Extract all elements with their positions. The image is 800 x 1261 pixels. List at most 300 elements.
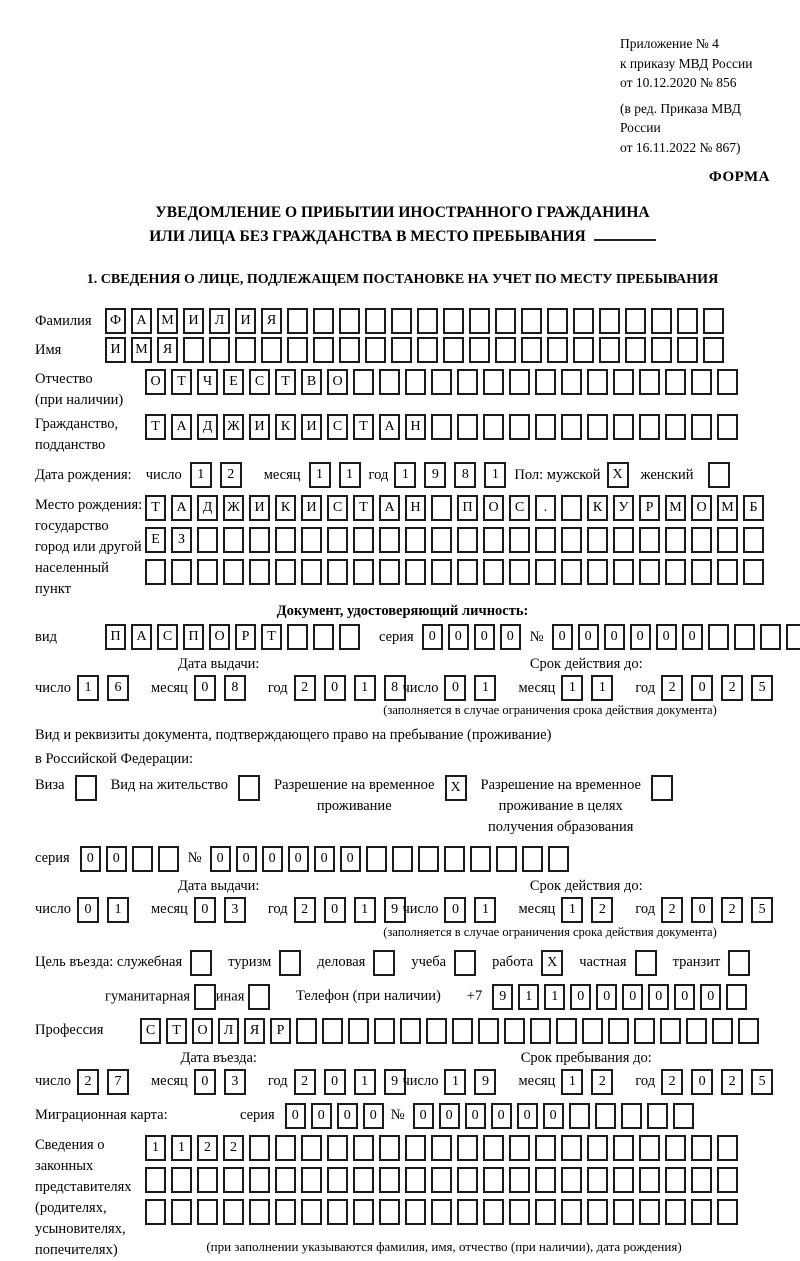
char-cell[interactable]: 0 [236,846,257,872]
char-cell[interactable] [431,369,452,395]
char-cell[interactable] [483,414,504,440]
char-cell[interactable] [171,1167,192,1193]
char-cell[interactable] [587,1135,608,1161]
char-cell[interactable] [743,559,764,585]
char-cell[interactable] [223,1167,244,1193]
char-cell[interactable] [431,414,452,440]
char-cell[interactable]: 0 [691,897,713,923]
char-cell[interactable] [509,1199,530,1225]
char-cell[interactable] [717,414,738,440]
char-cell[interactable] [353,527,374,553]
char-cell[interactable]: 2 [721,1069,743,1095]
char-cell[interactable] [561,1199,582,1225]
char-cell[interactable]: 1 [354,675,376,701]
char-cell[interactable]: Е [223,369,244,395]
char-cell[interactable] [457,1199,478,1225]
char-cell[interactable] [313,624,334,650]
char-cell[interactable]: С [509,495,530,521]
char-cell[interactable] [625,308,646,334]
char-cell[interactable] [651,337,672,363]
char-cell[interactable]: Ж [223,495,244,521]
char-cell[interactable] [296,1018,317,1044]
char-cell[interactable] [556,1018,577,1044]
char-cell[interactable] [613,1135,634,1161]
char-cell[interactable]: А [379,414,400,440]
purpose-study-checkbox[interactable] [454,950,476,976]
char-cell[interactable]: 0 [448,624,469,650]
char-cell[interactable] [647,1103,668,1129]
char-cell[interactable] [261,337,282,363]
char-cell[interactable]: 9 [492,984,513,1010]
char-cell[interactable] [613,369,634,395]
char-cell[interactable]: 2 [591,897,613,923]
char-cell[interactable] [673,1103,694,1129]
char-cell[interactable] [348,1018,369,1044]
char-cell[interactable]: 2 [661,1069,683,1095]
char-cell[interactable]: Т [261,624,282,650]
purpose-official-checkbox[interactable] [190,950,212,976]
char-cell[interactable]: М [157,308,178,334]
char-cell[interactable] [535,369,556,395]
char-cell[interactable]: 0 [340,846,361,872]
char-cell[interactable] [301,527,322,553]
char-cell[interactable] [327,1135,348,1161]
char-cell[interactable]: 0 [324,897,346,923]
char-cell[interactable]: 1 [444,1069,466,1095]
char-cell[interactable]: 0 [700,984,721,1010]
char-cell[interactable] [561,369,582,395]
char-cell[interactable]: Л [209,308,230,334]
char-cell[interactable]: З [171,527,192,553]
char-cell[interactable] [569,1103,590,1129]
char-cell[interactable]: Д [197,495,218,521]
char-cell[interactable]: О [209,624,230,650]
char-cell[interactable] [595,1103,616,1129]
char-cell[interactable] [301,559,322,585]
residence-permit-checkbox[interactable] [238,775,260,801]
char-cell[interactable] [573,308,594,334]
char-cell[interactable] [665,559,686,585]
char-cell[interactable] [561,559,582,585]
char-cell[interactable]: 0 [465,1103,486,1129]
char-cell[interactable] [249,559,270,585]
char-cell[interactable]: 0 [422,624,443,650]
char-cell[interactable]: А [171,414,192,440]
char-cell[interactable]: 2 [661,897,683,923]
char-cell[interactable] [379,1167,400,1193]
char-cell[interactable]: И [249,414,270,440]
char-cell[interactable] [621,1103,642,1129]
purpose-private-checkbox[interactable] [635,950,657,976]
char-cell[interactable] [691,369,712,395]
char-cell[interactable]: А [131,308,152,334]
purpose-other-checkbox[interactable] [248,984,270,1010]
char-cell[interactable] [548,846,569,872]
char-cell[interactable]: И [235,308,256,334]
char-cell[interactable]: 1 [190,462,212,488]
char-cell[interactable] [521,337,542,363]
char-cell[interactable]: К [275,495,296,521]
char-cell[interactable]: 2 [294,675,316,701]
char-cell[interactable]: 0 [314,846,335,872]
char-cell[interactable] [171,1199,192,1225]
char-cell[interactable] [547,337,568,363]
char-cell[interactable] [561,527,582,553]
char-cell[interactable]: В [301,369,322,395]
char-cell[interactable] [483,559,504,585]
char-cell[interactable]: 1 [484,462,506,488]
char-cell[interactable] [535,527,556,553]
char-cell[interactable]: 0 [210,846,231,872]
char-cell[interactable]: 2 [77,1069,99,1095]
char-cell[interactable]: 3 [224,897,246,923]
char-cell[interactable]: К [587,495,608,521]
char-cell[interactable] [249,1199,270,1225]
char-cell[interactable]: 0 [77,897,99,923]
char-cell[interactable] [275,1167,296,1193]
char-cell[interactable]: 0 [288,846,309,872]
char-cell[interactable] [469,308,490,334]
char-cell[interactable]: 0 [444,897,466,923]
char-cell[interactable] [249,1167,270,1193]
char-cell[interactable] [417,337,438,363]
char-cell[interactable] [561,495,582,521]
char-cell[interactable]: П [457,495,478,521]
char-cell[interactable] [495,308,516,334]
char-cell[interactable] [365,337,386,363]
char-cell[interactable]: 0 [285,1103,306,1129]
char-cell[interactable] [197,1199,218,1225]
char-cell[interactable]: 0 [691,675,713,701]
char-cell[interactable] [677,337,698,363]
char-cell[interactable] [379,369,400,395]
visa-checkbox[interactable] [75,775,97,801]
char-cell[interactable]: И [301,495,322,521]
char-cell[interactable] [431,1135,452,1161]
char-cell[interactable]: 0 [674,984,695,1010]
char-cell[interactable]: И [301,414,322,440]
char-cell[interactable] [379,559,400,585]
char-cell[interactable] [587,1167,608,1193]
char-cell[interactable]: 1 [544,984,565,1010]
char-cell[interactable] [431,495,452,521]
char-cell[interactable] [613,1199,634,1225]
char-cell[interactable] [426,1018,447,1044]
char-cell[interactable]: И [249,495,270,521]
char-cell[interactable] [483,1167,504,1193]
char-cell[interactable] [665,1199,686,1225]
char-cell[interactable] [405,1199,426,1225]
char-cell[interactable] [443,337,464,363]
char-cell[interactable] [249,527,270,553]
char-cell[interactable]: 0 [413,1103,434,1129]
char-cell[interactable] [457,527,478,553]
char-cell[interactable] [197,559,218,585]
char-cell[interactable] [327,559,348,585]
char-cell[interactable]: Т [145,495,166,521]
char-cell[interactable]: 1 [145,1135,166,1161]
char-cell[interactable] [703,308,724,334]
char-cell[interactable] [712,1018,733,1044]
char-cell[interactable] [639,1135,660,1161]
char-cell[interactable] [405,369,426,395]
char-cell[interactable]: С [140,1018,161,1044]
char-cell[interactable]: М [131,337,152,363]
char-cell[interactable] [786,624,800,650]
char-cell[interactable] [339,337,360,363]
char-cell[interactable] [457,369,478,395]
char-cell[interactable] [509,1135,530,1161]
char-cell[interactable]: Д [197,414,218,440]
char-cell[interactable] [691,559,712,585]
char-cell[interactable]: 1 [591,675,613,701]
char-cell[interactable] [470,846,491,872]
char-cell[interactable]: Т [171,369,192,395]
char-cell[interactable] [708,624,729,650]
char-cell[interactable]: 1 [561,675,583,701]
char-cell[interactable] [391,337,412,363]
char-cell[interactable]: 5 [751,1069,773,1095]
char-cell[interactable] [391,308,412,334]
char-cell[interactable] [496,846,517,872]
char-cell[interactable] [235,337,256,363]
char-cell[interactable] [457,1167,478,1193]
char-cell[interactable] [457,414,478,440]
char-cell[interactable] [457,559,478,585]
char-cell[interactable]: Н [405,495,426,521]
char-cell[interactable] [703,337,724,363]
char-cell[interactable] [478,1018,499,1044]
female-checkbox[interactable] [708,462,730,488]
purpose-humanitarian-checkbox[interactable] [194,984,216,1010]
char-cell[interactable] [717,1199,738,1225]
char-cell[interactable] [587,369,608,395]
char-cell[interactable] [145,1167,166,1193]
char-cell[interactable] [275,527,296,553]
char-cell[interactable]: 0 [682,624,703,650]
char-cell[interactable]: 9 [384,1069,406,1095]
char-cell[interactable] [353,559,374,585]
char-cell[interactable]: 1 [77,675,99,701]
char-cell[interactable] [677,308,698,334]
char-cell[interactable]: К [275,414,296,440]
temp-residence-checkbox[interactable]: X [445,775,467,801]
char-cell[interactable]: 3 [224,1069,246,1095]
char-cell[interactable] [634,1018,655,1044]
char-cell[interactable] [639,1199,660,1225]
char-cell[interactable] [483,527,504,553]
char-cell[interactable]: 1 [474,675,496,701]
char-cell[interactable] [535,559,556,585]
char-cell[interactable] [686,1018,707,1044]
char-cell[interactable]: 1 [171,1135,192,1161]
char-cell[interactable]: 0 [648,984,669,1010]
char-cell[interactable] [599,308,620,334]
char-cell[interactable]: Р [235,624,256,650]
char-cell[interactable] [405,559,426,585]
char-cell[interactable] [717,1167,738,1193]
char-cell[interactable]: 0 [578,624,599,650]
char-cell[interactable]: О [691,495,712,521]
char-cell[interactable]: 9 [384,897,406,923]
char-cell[interactable] [691,1199,712,1225]
char-cell[interactable]: 1 [354,897,376,923]
char-cell[interactable]: Т [353,414,374,440]
char-cell[interactable] [717,527,738,553]
char-cell[interactable]: 2 [197,1135,218,1161]
char-cell[interactable] [691,414,712,440]
char-cell[interactable] [639,559,660,585]
male-checkbox[interactable]: X [607,462,629,488]
char-cell[interactable] [223,1199,244,1225]
char-cell[interactable] [287,624,308,650]
char-cell[interactable]: О [145,369,166,395]
char-cell[interactable] [322,1018,343,1044]
char-cell[interactable]: 0 [552,624,573,650]
char-cell[interactable]: Т [166,1018,187,1044]
char-cell[interactable] [587,1199,608,1225]
char-cell[interactable] [509,559,530,585]
char-cell[interactable] [509,414,530,440]
char-cell[interactable] [353,369,374,395]
char-cell[interactable] [145,1199,166,1225]
char-cell[interactable] [405,1167,426,1193]
char-cell[interactable]: Р [639,495,660,521]
char-cell[interactable]: 0 [691,1069,713,1095]
char-cell[interactable]: С [327,414,348,440]
char-cell[interactable] [374,1018,395,1044]
char-cell[interactable] [535,1135,556,1161]
char-cell[interactable] [132,846,153,872]
char-cell[interactable] [327,1167,348,1193]
char-cell[interactable] [183,337,204,363]
char-cell[interactable]: 1 [394,462,416,488]
char-cell[interactable] [717,1135,738,1161]
char-cell[interactable] [444,846,465,872]
char-cell[interactable] [301,1135,322,1161]
char-cell[interactable] [613,527,634,553]
char-cell[interactable] [469,337,490,363]
char-cell[interactable] [660,1018,681,1044]
char-cell[interactable]: П [183,624,204,650]
char-cell[interactable]: . [535,495,556,521]
purpose-business-checkbox[interactable] [373,950,395,976]
char-cell[interactable] [171,559,192,585]
char-cell[interactable]: 8 [384,675,406,701]
char-cell[interactable] [223,527,244,553]
char-cell[interactable] [457,1135,478,1161]
char-cell[interactable]: И [105,337,126,363]
char-cell[interactable]: П [105,624,126,650]
char-cell[interactable] [651,308,672,334]
char-cell[interactable]: 0 [311,1103,332,1129]
char-cell[interactable] [209,337,230,363]
char-cell[interactable] [521,308,542,334]
char-cell[interactable]: 0 [324,675,346,701]
char-cell[interactable]: Т [275,369,296,395]
char-cell[interactable] [530,1018,551,1044]
char-cell[interactable]: Р [270,1018,291,1044]
char-cell[interactable] [158,846,179,872]
char-cell[interactable] [405,1135,426,1161]
char-cell[interactable] [301,1199,322,1225]
char-cell[interactable]: 0 [474,624,495,650]
char-cell[interactable] [452,1018,473,1044]
char-cell[interactable] [418,846,439,872]
char-cell[interactable]: Л [218,1018,239,1044]
purpose-tourism-checkbox[interactable] [279,950,301,976]
char-cell[interactable]: 8 [454,462,476,488]
char-cell[interactable]: 9 [424,462,446,488]
char-cell[interactable]: 0 [596,984,617,1010]
char-cell[interactable]: А [379,495,400,521]
char-cell[interactable]: 0 [543,1103,564,1129]
char-cell[interactable] [691,1135,712,1161]
char-cell[interactable]: О [192,1018,213,1044]
char-cell[interactable] [665,1135,686,1161]
char-cell[interactable]: 1 [107,897,129,923]
char-cell[interactable] [717,559,738,585]
char-cell[interactable]: 0 [570,984,591,1010]
char-cell[interactable] [353,1135,374,1161]
char-cell[interactable]: Е [145,527,166,553]
char-cell[interactable] [587,527,608,553]
char-cell[interactable] [587,559,608,585]
char-cell[interactable]: 1 [561,897,583,923]
char-cell[interactable] [197,527,218,553]
char-cell[interactable] [249,1135,270,1161]
char-cell[interactable] [639,369,660,395]
char-cell[interactable] [339,624,360,650]
char-cell[interactable]: Ч [197,369,218,395]
char-cell[interactable]: 0 [262,846,283,872]
char-cell[interactable]: 2 [223,1135,244,1161]
char-cell[interactable]: 0 [622,984,643,1010]
char-cell[interactable]: 2 [591,1069,613,1095]
char-cell[interactable] [625,337,646,363]
char-cell[interactable]: 2 [721,897,743,923]
char-cell[interactable] [313,308,334,334]
char-cell[interactable] [639,414,660,440]
char-cell[interactable]: 0 [194,675,216,701]
char-cell[interactable] [313,337,334,363]
char-cell[interactable]: 2 [294,897,316,923]
char-cell[interactable]: 0 [630,624,651,650]
char-cell[interactable]: Т [145,414,166,440]
char-cell[interactable] [483,1199,504,1225]
char-cell[interactable]: 0 [656,624,677,650]
char-cell[interactable] [223,559,244,585]
char-cell[interactable]: 2 [661,675,683,701]
char-cell[interactable]: 0 [444,675,466,701]
char-cell[interactable]: 0 [106,846,127,872]
char-cell[interactable] [561,1135,582,1161]
char-cell[interactable] [483,1135,504,1161]
char-cell[interactable]: У [613,495,634,521]
char-cell[interactable] [145,559,166,585]
char-cell[interactable] [561,1167,582,1193]
char-cell[interactable]: Н [405,414,426,440]
char-cell[interactable] [717,369,738,395]
char-cell[interactable]: М [717,495,738,521]
char-cell[interactable]: Т [353,495,374,521]
temp-residence-education-checkbox[interactable] [651,775,673,801]
char-cell[interactable]: 7 [107,1069,129,1095]
char-cell[interactable]: 1 [474,897,496,923]
char-cell[interactable]: 2 [294,1069,316,1095]
char-cell[interactable]: 5 [751,675,773,701]
char-cell[interactable]: Б [743,495,764,521]
